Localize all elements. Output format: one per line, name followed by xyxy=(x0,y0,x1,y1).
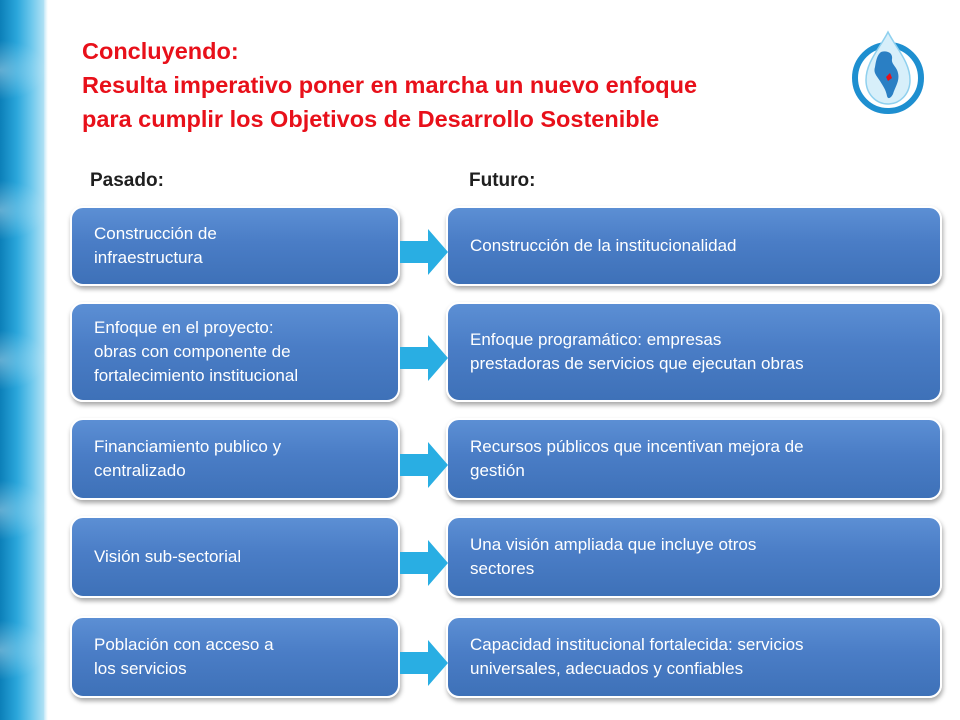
future-box-text: Una visión ampliada que incluye otros sectores xyxy=(470,535,757,578)
decorative-side-band xyxy=(0,0,48,720)
right-arrow-icon xyxy=(398,638,450,688)
right-arrow-icon xyxy=(398,538,450,588)
right-arrow-icon xyxy=(398,227,450,277)
future-box-2 xyxy=(446,302,942,402)
past-box-1 xyxy=(70,206,400,286)
slide-title xyxy=(82,34,842,136)
title-line-1: Concluyendo: xyxy=(82,38,239,64)
past-box-4 xyxy=(70,516,400,598)
past-box-text: Enfoque en el proyecto: obras con componente de fortalecimiento institucional xyxy=(94,318,299,385)
past-box-5 xyxy=(70,616,400,698)
past-box-text: Financiamiento publico y centralizado xyxy=(94,437,282,480)
future-box-text: Construcción de la institucionalidad xyxy=(470,236,737,255)
future-box-text: Recursos públicos que incentivan mejora de gestión xyxy=(470,437,804,480)
future-box-5 xyxy=(446,616,942,698)
past-box-3 xyxy=(70,418,400,500)
right-arrow-icon xyxy=(398,440,450,490)
future-box-3 xyxy=(446,418,942,500)
past-box-2 xyxy=(70,302,400,402)
water-drop-americas-icon xyxy=(848,26,928,116)
past-box-text: Población con acceso a los servicios xyxy=(94,635,274,678)
future-box-text: Capacidad institucional fortalecida: servicios universales, adecuados y confiables xyxy=(470,635,804,678)
title-line-2: Resulta imperativo poner en marcha un nuevo enfoque xyxy=(82,72,698,98)
past-box-text: Construcción de infraestructura xyxy=(94,224,217,267)
future-box-text: Enfoque programático: empresas prestadoras de servicios que ejecutan obras xyxy=(470,330,804,373)
future-box-4 xyxy=(446,516,942,598)
past-box-text: Visión sub-sectorial xyxy=(94,547,242,566)
future-column-header: Futuro: xyxy=(469,170,536,191)
title-line-3: para cumplir los Objetivos de Desarrollo Sostenible xyxy=(82,106,660,132)
past-column-header: Pasado: xyxy=(90,170,164,191)
future-box-1 xyxy=(446,206,942,286)
right-arrow-icon xyxy=(398,333,450,383)
